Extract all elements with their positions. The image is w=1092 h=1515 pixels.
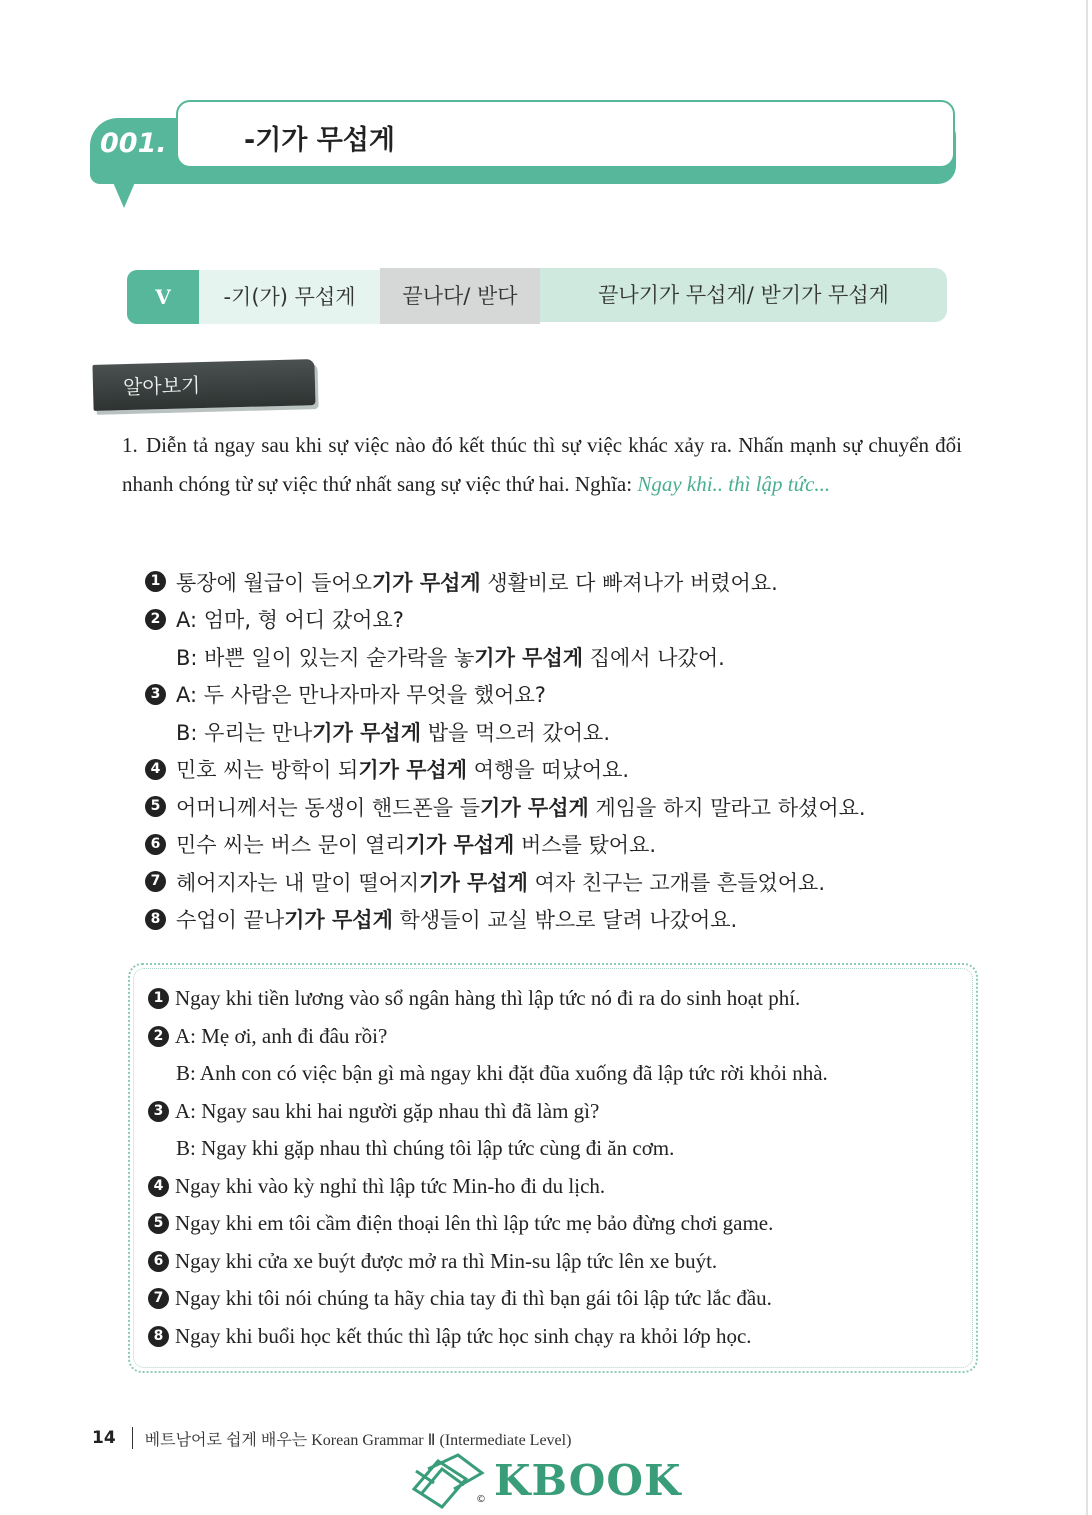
example-text-pre: 민수 씨는 버스 문이 열리 [176, 833, 406, 858]
example-text [176, 567, 778, 597]
example-text-post: 집에서 나갔어. [583, 645, 725, 670]
example-text-pre: 통장에 월급이 들어오 [176, 570, 372, 595]
translation-number-badge: 3 [148, 1101, 169, 1122]
example-text [176, 717, 610, 747]
translation-text: Ngay khi buổi học kết thúc thì lập tức học sinh chạy ra khỏi lớp học. [175, 1323, 752, 1348]
example-grammar-highlight: 기가 무섭게 [312, 720, 422, 745]
example-text-pre: B: 바쁜 일이 있는지 숟가락을 놓 [176, 645, 475, 670]
example-line [145, 788, 1025, 826]
translation-line [148, 1055, 968, 1093]
example-text [176, 679, 546, 709]
example-number-badge: 7 [145, 871, 166, 892]
translation-text: B: Ngay khi gặp nhau thì chúng tôi lập tức cùng đi ăn cơm. [176, 1136, 675, 1161]
translation-text: Ngay khi tiền lương vào sổ ngân hàng thì lập tức nó đi ra do sinh hoạt phí. [175, 986, 801, 1011]
logo-text: KBOOK [494, 1455, 682, 1505]
vietnamese-translations [148, 980, 968, 1355]
example-line [145, 638, 1025, 676]
section-tag [92, 359, 315, 411]
translation-line [148, 1093, 968, 1131]
translation-number-badge: 5 [148, 1213, 169, 1234]
translation-line [148, 1318, 968, 1356]
example-text-pre: 헤어지자는 내 말이 떨어지 [176, 870, 420, 895]
translation-text: B: Anh con có việc bận gì mà ngay khi đặt đũa xuống đã lập tức rời khỏi nhà. [176, 1061, 828, 1086]
example-text-pre: 어머니께서는 동생이 핸드폰을 들 [176, 795, 481, 820]
explanation-text: Diễn tả ngay sau khi sự việc nào đó kết thúc thì sự việc khác xảy ra. Nhấn mạnh sự chuyển đổi nhanh chóng từ sự việc thứ nhất sang sự việc thứ hai. Nghĩa: [122, 433, 962, 496]
title-box [176, 100, 955, 168]
example-grammar-highlight: 기가 무섭게 [474, 645, 584, 670]
translation-line [148, 1130, 968, 1168]
title-banner-tail [112, 180, 136, 208]
translation-line [148, 1280, 968, 1318]
kbook-logo [408, 1448, 681, 1512]
example-line [145, 713, 1025, 751]
footer-divider [132, 1427, 133, 1449]
example-line [145, 901, 1025, 939]
example-text-pre: A: 두 사람은 만나자마자 무엇을 했어요? [176, 683, 546, 708]
example-number-badge: 5 [145, 796, 166, 817]
example-text [176, 792, 866, 822]
conjugation-form: -기(가) 무섭게 [199, 270, 380, 324]
example-grammar-highlight: 기가 무섭게 [405, 833, 515, 858]
translation-number-badge: 7 [148, 1288, 169, 1309]
example-line [145, 563, 1025, 601]
example-text [176, 754, 629, 784]
example-number-badge: 6 [145, 834, 166, 855]
title-banner [90, 100, 958, 210]
example-grammar-highlight: 기가 무섭게 [284, 908, 393, 933]
conjugation-bar [127, 268, 947, 324]
explanation-meaning: Ngay khi.. thì lập tức... [637, 472, 831, 496]
korean-examples [145, 563, 1025, 938]
explanation [122, 426, 962, 504]
example-text [176, 904, 737, 934]
example-number-badge: 1 [145, 571, 166, 592]
example-text [176, 829, 656, 859]
translation-text: A: Ngay sau khi hai người gặp nhau thì đã làm gì? [175, 1098, 600, 1123]
example-text-post: 여자 친구는 고개를 흔들었어요. [527, 870, 826, 895]
translation-number-badge: 4 [148, 1176, 169, 1197]
logo-copyright-mark: © [476, 1494, 486, 1505]
page-edge [1086, 0, 1088, 1515]
example-number-badge: 3 [145, 684, 166, 705]
example-grammar-highlight: 기가 무섭게 [358, 758, 468, 783]
translation-text: A: Mẹ ơi, anh đi đâu rồi? [175, 1023, 388, 1048]
translation-number-badge: 6 [148, 1251, 169, 1272]
translation-text: Ngay khi tôi nói chúng ta hãy chia tay đi thì bạn gái tôi lập tức lắc đầu. [175, 1286, 772, 1311]
example-text-pre: B: 우리는 만나 [176, 720, 313, 745]
example-text-post: 생활비로 다 빠져나가 버렸어요. [480, 570, 778, 595]
example-line [145, 676, 1025, 714]
example-text-post: 학생들이 교실 밖으로 달려 나갔어요. [392, 908, 738, 933]
book-title: 베트남어로 쉽게 배우는 Korean Grammar Ⅱ (Intermediate Level) [144, 1431, 572, 1449]
example-text-post: 여행을 떠났어요. [467, 758, 630, 783]
example-line [145, 751, 1025, 789]
translation-line [148, 1243, 968, 1281]
example-text [176, 867, 825, 897]
translation-text: Ngay khi vào kỳ nghỉ thì lập tức Min-ho đi du lịch. [175, 1173, 606, 1198]
example-grammar-highlight: 기가 무섭게 [371, 570, 481, 595]
example-grammar-highlight: 기가 무섭게 [419, 870, 528, 895]
translation-line [148, 1018, 968, 1056]
translation-line [148, 980, 968, 1018]
example-text [176, 604, 404, 634]
conjugation-result: 끝나기가 무섭게/ 받기가 무섭게 [540, 268, 947, 322]
example-text-post: 게임을 하지 말라고 하셨어요. [588, 795, 866, 820]
conjugation-type: V [127, 270, 199, 324]
example-line [145, 826, 1025, 864]
translation-text: Ngay khi em tôi cầm điện thoại lên thì lập tức mẹ bảo đừng chơi game. [175, 1211, 774, 1236]
example-line [145, 601, 1025, 639]
section-tag-label: 알아보기 [122, 373, 201, 400]
example-text-pre: 수업이 끝나 [176, 908, 285, 933]
example-text-post: 버스를 탔어요. [514, 833, 657, 858]
example-text-post: 밥을 먹으러 갔어요. [421, 720, 611, 745]
page-title: -기가 무섭게 [244, 125, 396, 156]
example-number-badge: 8 [145, 909, 166, 930]
example-text-pre: A: 엄마, 형 어디 갔어요? [176, 608, 404, 633]
title-number: 001. [100, 128, 167, 159]
translation-number-badge: 2 [148, 1026, 169, 1047]
example-number-badge: 2 [145, 609, 166, 630]
conjugation-verbs: 끝나다/ 받다 [380, 268, 540, 324]
page-number: 14 [92, 1428, 116, 1448]
example-grammar-highlight: 기가 무섭게 [480, 795, 589, 820]
translation-line [148, 1205, 968, 1243]
example-text-pre: 민호 씨는 방학이 되 [176, 758, 359, 783]
translation-text: Ngay khi cửa xe buýt được mở ra thì Min-su lập tức lên xe buýt. [175, 1248, 718, 1273]
explanation-number: 1. [122, 433, 138, 457]
translation-line [148, 1168, 968, 1206]
translation-number-badge: 8 [148, 1326, 169, 1347]
example-number-badge: 4 [145, 759, 166, 780]
example-text [176, 642, 725, 672]
translation-number-badge: 1 [148, 988, 169, 1009]
example-line [145, 863, 1025, 901]
